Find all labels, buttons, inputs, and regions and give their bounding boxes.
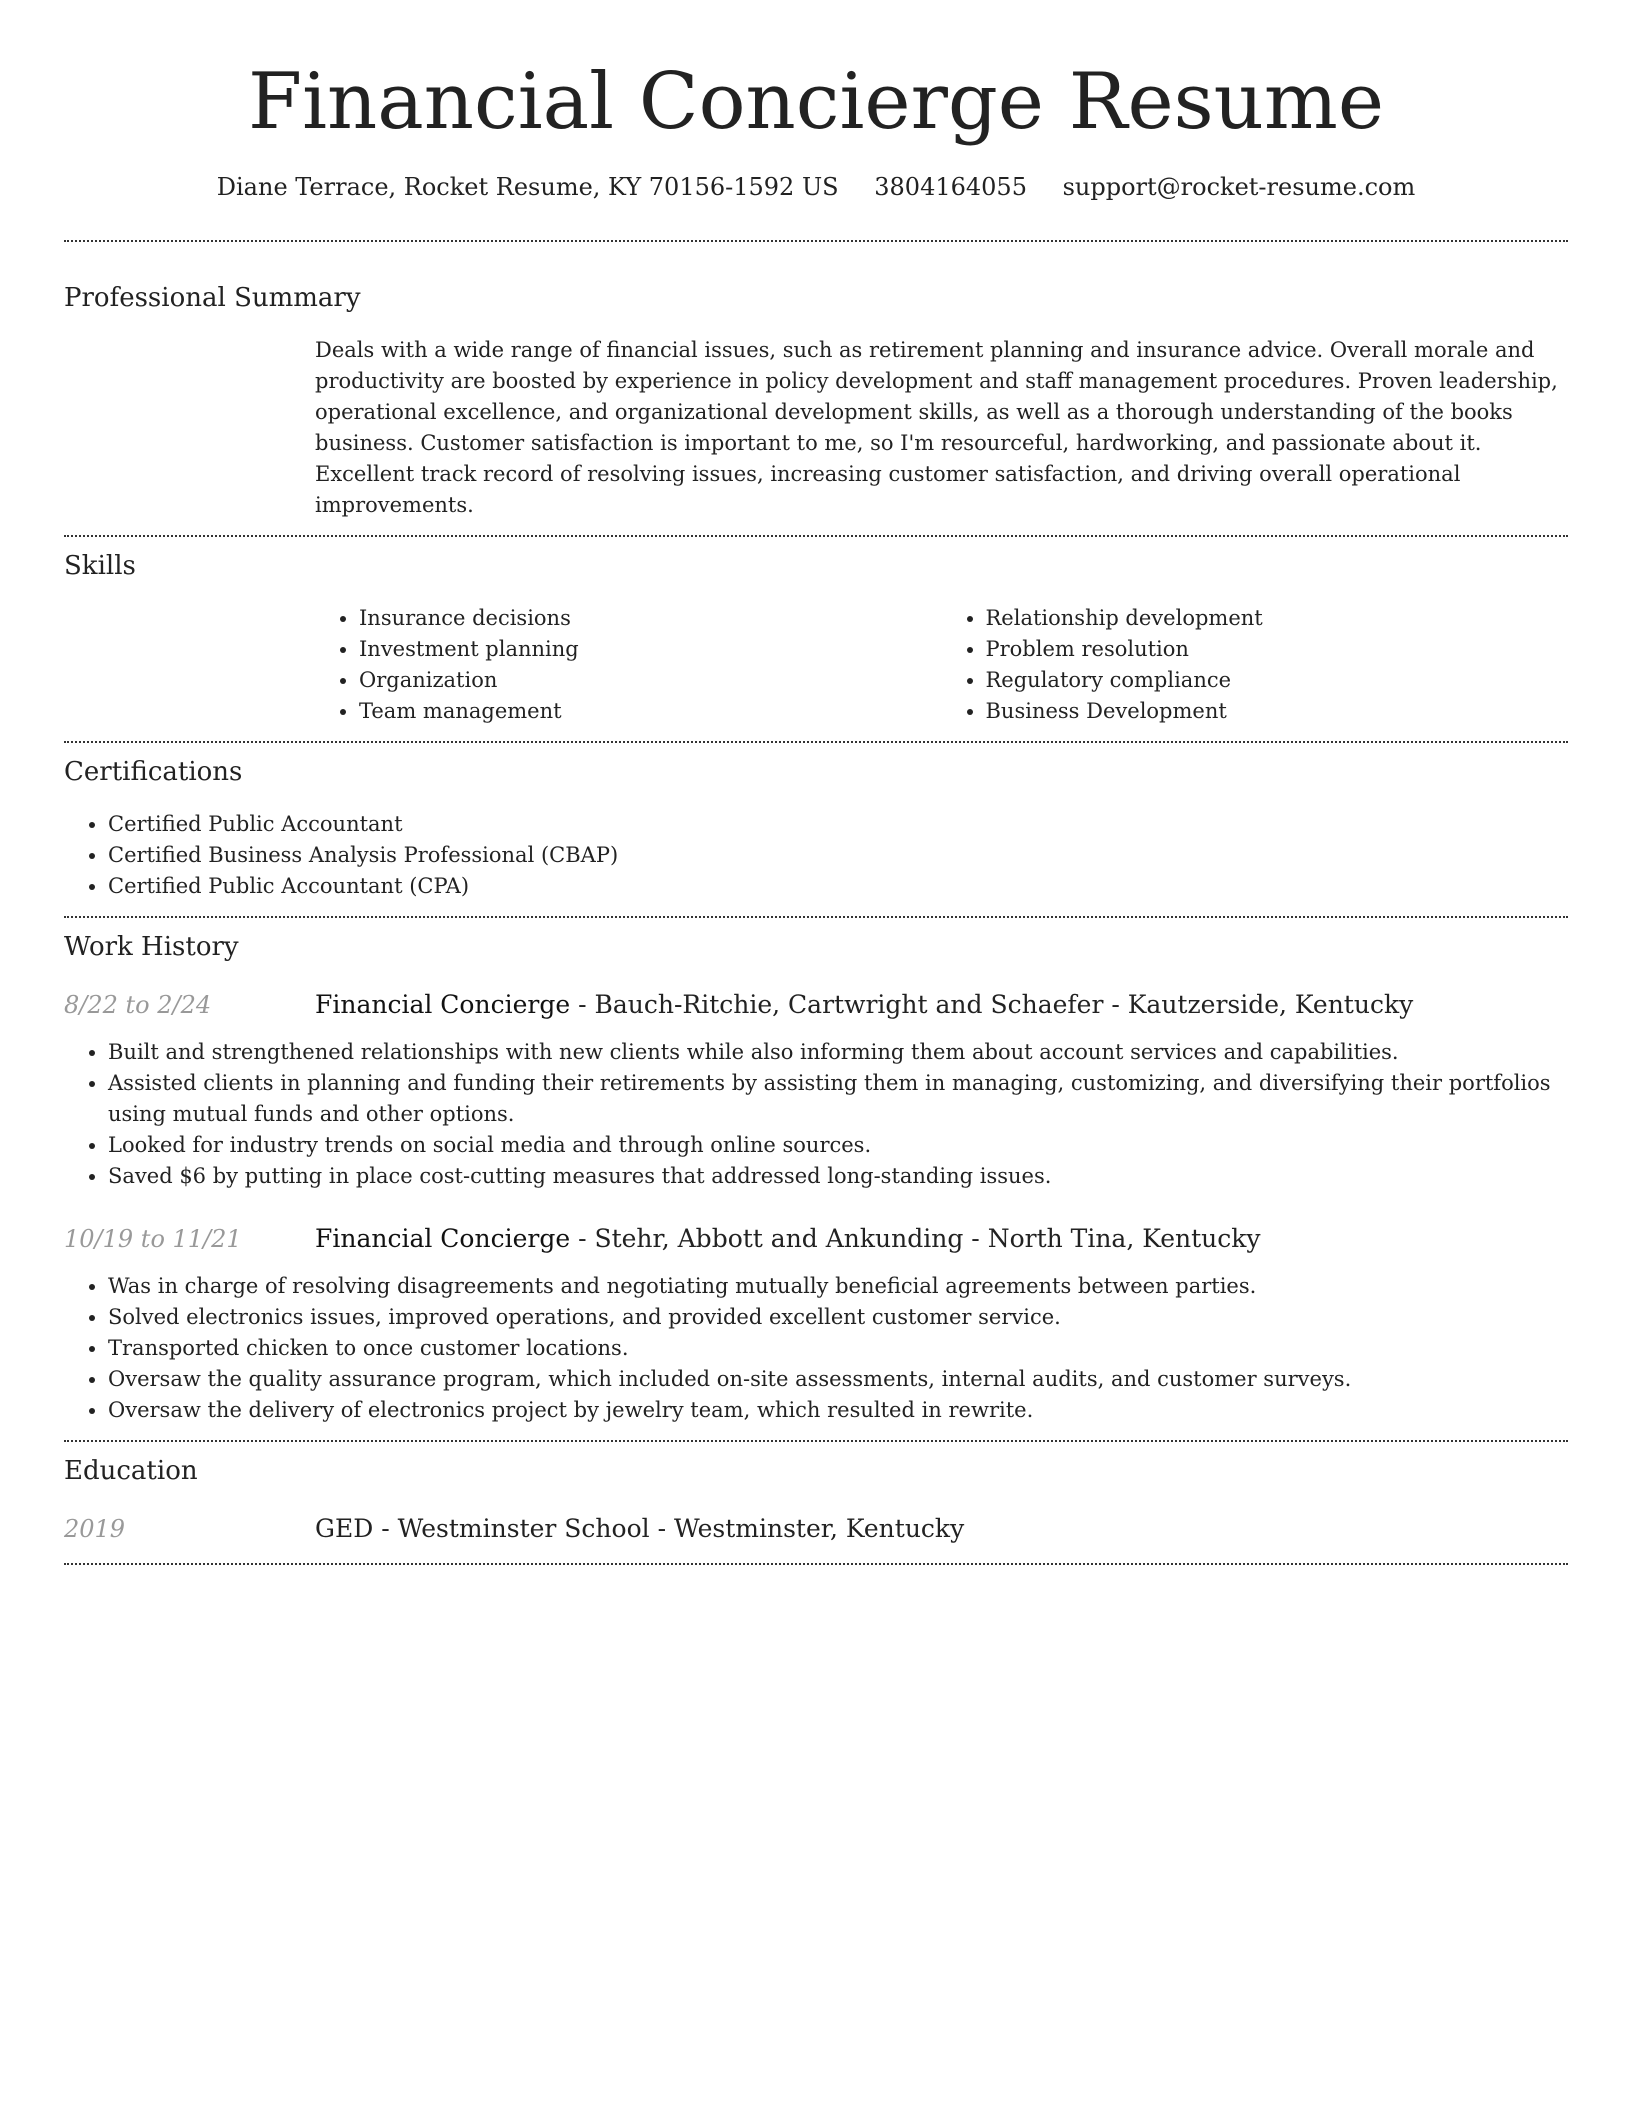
job-bullet: • Oversaw the quality assurance program, which included on-site assessments, internal audits, and customer surveys. xyxy=(108,1364,1568,1395)
job-title-line xyxy=(315,1223,1261,1255)
skill-item: • Team management xyxy=(359,696,942,727)
skill-item: • Organization xyxy=(359,665,942,696)
contact-line xyxy=(64,172,1568,202)
resume-page xyxy=(64,0,1568,1565)
divider xyxy=(64,916,1568,918)
job-entry xyxy=(64,989,1568,1192)
page-title: Financial Concierge Resume xyxy=(247,57,1385,147)
skill-item: • Problem resolution xyxy=(986,634,1569,665)
divider xyxy=(64,240,1568,242)
work-history-section xyxy=(64,931,1568,1426)
job-entry xyxy=(64,1223,1568,1426)
skill-item: • Business Development xyxy=(986,696,1569,727)
summary-text: Deals with a wide range of financial issues, such as retirement planning and insurance advice. Overall morale and productivity are boosted by experience in policy development and staff management procedures. Proven leadership, operational excellence, and organizational development skills, as well as a thorough understanding of the books business. Customer satisfaction is important to me, so I'm resourceful, hardworking, and passionate about it. Excellent track record of resolving issues, increasing customer satisfaction, and driving overall operational improvements. xyxy=(315,338,1558,517)
job-bullet: • Saved $6 by putting in place cost-cutting measures that addressed long-standing issues. xyxy=(108,1161,1568,1192)
divider xyxy=(64,535,1568,537)
skills-column-left xyxy=(315,603,942,727)
skills-list xyxy=(315,603,1568,727)
job-dates: 8/22 to 2/24 xyxy=(64,991,212,1019)
skill-item: • Regulatory compliance xyxy=(986,665,1569,696)
certification-item: • Certified Public Accountant (CPA) xyxy=(108,871,1568,902)
job-bullets xyxy=(64,1037,1568,1192)
job-header xyxy=(64,989,1568,1021)
work-history-heading: Work History xyxy=(64,932,239,962)
job-bullet: • Looked for industry trends on social media and through online sources. xyxy=(108,1130,1568,1161)
certifications-heading: Certifications xyxy=(64,757,243,787)
job-bullet: • Solved electronics issues, improved operations, and provided excellent customer service. xyxy=(108,1302,1568,1333)
certifications-section xyxy=(64,756,1568,902)
contact-phone: 3804164055 xyxy=(874,173,1027,201)
skill-item: • Insurance decisions xyxy=(359,603,942,634)
job-bullet: • Assisted clients in planning and funding their retirements by assisting them in managing, customizing, and diversifying their portfolios using mutual funds and other options. xyxy=(108,1068,1568,1130)
certification-item: • Certified Public Accountant xyxy=(108,809,1568,840)
skill-item: • Relationship development xyxy=(986,603,1569,634)
job-bullets xyxy=(64,1271,1568,1426)
education-section xyxy=(64,1455,1568,1545)
education-details: GED - Westminster School - Westminster, Kentucky xyxy=(315,1514,965,1543)
job-title-line xyxy=(315,989,1413,1021)
job-header xyxy=(64,1223,1568,1255)
job-role: Financial Concierge xyxy=(315,990,571,1019)
job-role: Financial Concierge xyxy=(315,1224,571,1253)
education-year: 2019 xyxy=(64,1515,126,1543)
divider xyxy=(64,1563,1568,1565)
education-entry xyxy=(64,1513,1568,1545)
job-bullet: • Built and strengthened relationships with new clients while also informing them about account services and capabilities. xyxy=(108,1037,1568,1068)
skills-heading: Skills xyxy=(64,551,136,581)
divider xyxy=(64,1440,1568,1442)
certifications-list xyxy=(64,809,1568,902)
contact-email: support@rocket-resume.com xyxy=(1062,173,1416,201)
divider xyxy=(64,741,1568,743)
skill-item: • Investment planning xyxy=(359,634,942,665)
summary-section xyxy=(64,282,1568,521)
job-dates: 10/19 to 11/21 xyxy=(64,1225,242,1253)
job-bullet: • Was in charge of resolving disagreements and negotiating mutually beneficial agreements between parties. xyxy=(108,1271,1568,1302)
job-bullet: • Transported chicken to once customer locations. xyxy=(108,1333,1568,1364)
skills-column-right xyxy=(942,603,1569,727)
job-company: - Bauch-Ritchie, Cartwright and Schaefer - Kautzerside, Kentucky xyxy=(570,990,1414,1019)
education-heading: Education xyxy=(64,1456,198,1486)
skills-section xyxy=(64,550,1568,727)
job-company: - Stehr, Abbott and Ankunding - North Tina, Kentucky xyxy=(570,1224,1261,1253)
job-bullet: • Oversaw the delivery of electronics project by jewelry team, which resulted in rewrite. xyxy=(108,1395,1568,1426)
certification-item: • Certified Business Analysis Professional (CBAP) xyxy=(108,840,1568,871)
contact-address: Diane Terrace, Rocket Resume, KY 70156-1592 US xyxy=(216,173,839,201)
summary-heading: Professional Summary xyxy=(64,283,361,313)
